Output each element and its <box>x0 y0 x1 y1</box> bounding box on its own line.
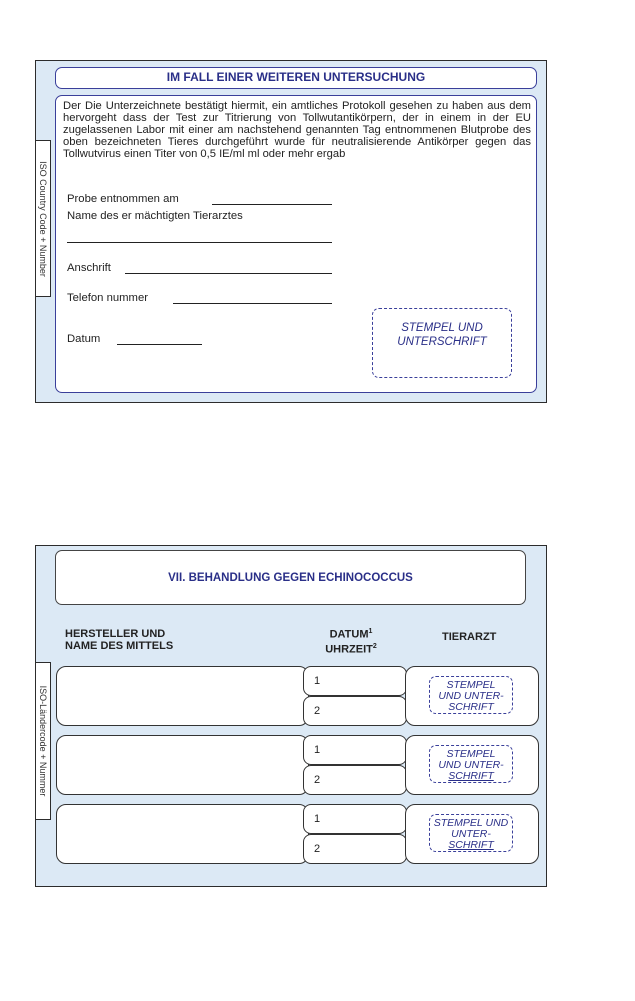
time-footnote: 2 <box>372 642 377 650</box>
stamp-label-line1: STEMPEL UND <box>401 322 483 334</box>
iso-country-code-tab <box>35 140 51 297</box>
manufacturer-header-line1: HERSTELLER UND <box>65 628 166 640</box>
entry-number: 2 <box>314 774 321 786</box>
echinococcus-title: VII. BEHANDLUNG GEGEN ECHINOCOCCUS <box>55 550 526 605</box>
stamp-text: STEMPEL <box>446 748 496 760</box>
vet-name-field[interactable] <box>67 242 332 243</box>
iso-country-code-label-2: ISO-Ländercode + Nummer <box>38 685 48 797</box>
date-field[interactable] <box>117 344 202 345</box>
date-field-3a[interactable] <box>303 804 407 834</box>
sample-date-field[interactable] <box>212 204 332 205</box>
manufacturer-field-1[interactable] <box>56 666 309 726</box>
manufacturer-header-line2: NAME DES MITTELS <box>65 640 174 652</box>
phone-field[interactable] <box>173 303 332 304</box>
date-field-2a[interactable] <box>303 735 407 765</box>
vet-name-label: Name des er mächtigten Tierarztes <box>67 210 243 222</box>
section-title: IM FALL EINER WEITEREN UNTERSUCHUNG <box>55 67 537 89</box>
stamp-signature-area-3[interactable] <box>429 814 513 852</box>
date-field-3b[interactable] <box>303 834 407 864</box>
stamp-text: STEMPEL <box>446 679 496 691</box>
entry-number: 1 <box>314 813 321 825</box>
manufacturer-field-2[interactable] <box>56 735 309 795</box>
address-label: Anschrift <box>67 262 111 274</box>
entry-number: 1 <box>314 744 321 756</box>
time-header: UHRZEIT <box>325 643 373 656</box>
phone-label: Telefon nummer <box>67 292 148 304</box>
stamp-text: STEMPEL UND <box>433 817 509 829</box>
date-header: DATUM <box>329 628 369 641</box>
date-footnote: 1 <box>368 628 373 635</box>
date-time-header <box>321 626 381 655</box>
address-field[interactable] <box>125 273 332 274</box>
date-field-1b[interactable] <box>303 696 407 726</box>
sample-date-label: Probe entnommen am <box>67 193 179 205</box>
entry-number: 2 <box>314 843 321 855</box>
stamp-signature-area-2[interactable] <box>429 745 513 783</box>
stamp-signature-area-1[interactable] <box>429 676 513 714</box>
vet-header: TIERARZT <box>442 631 497 643</box>
stamp-signature-area[interactable] <box>372 308 512 378</box>
stamp-text: UND UNTER- <box>438 759 504 771</box>
iso-country-code-tab-2 <box>35 662 51 820</box>
date-field-2b[interactable] <box>303 765 407 795</box>
stamp-text: UNTER- <box>451 828 491 840</box>
manufacturer-field-3[interactable] <box>56 804 309 864</box>
stamp-text: UND UNTER- <box>438 690 504 702</box>
entry-number: 2 <box>314 705 321 717</box>
stamp-text: SCHRIFT <box>448 701 494 713</box>
stamp-text: SCHRIFT <box>448 770 494 782</box>
certification-text: Der Die Unterzeichnete bestätigt hiermit, ein amtliches Protokoll gesehen zu haben aus dem hervorgeht dass der Test zur Titrierung von Tollwutantikörpern, der in einem in der EU zugelassenen Labor mit einer am nachstehend genannten Tag entnommenen Blutprobe des oben bezeichneten Tieres durchgeführt wurde für neutralisierende Antikörper gegen das Tollwutvirus einen Titer von 0,5 IE/ml ml oder mehr ergab <box>63 100 531 160</box>
manufacturer-header <box>65 628 173 652</box>
date-field-1a[interactable] <box>303 666 407 696</box>
stamp-label-line2: UNTERSCHRIFT <box>397 336 487 348</box>
stamp-text: SCHRIFT <box>448 839 494 851</box>
entry-number: 1 <box>314 675 321 687</box>
date-label: Datum <box>67 333 101 345</box>
iso-country-code-label: ISO Country Code + Number <box>38 160 48 277</box>
